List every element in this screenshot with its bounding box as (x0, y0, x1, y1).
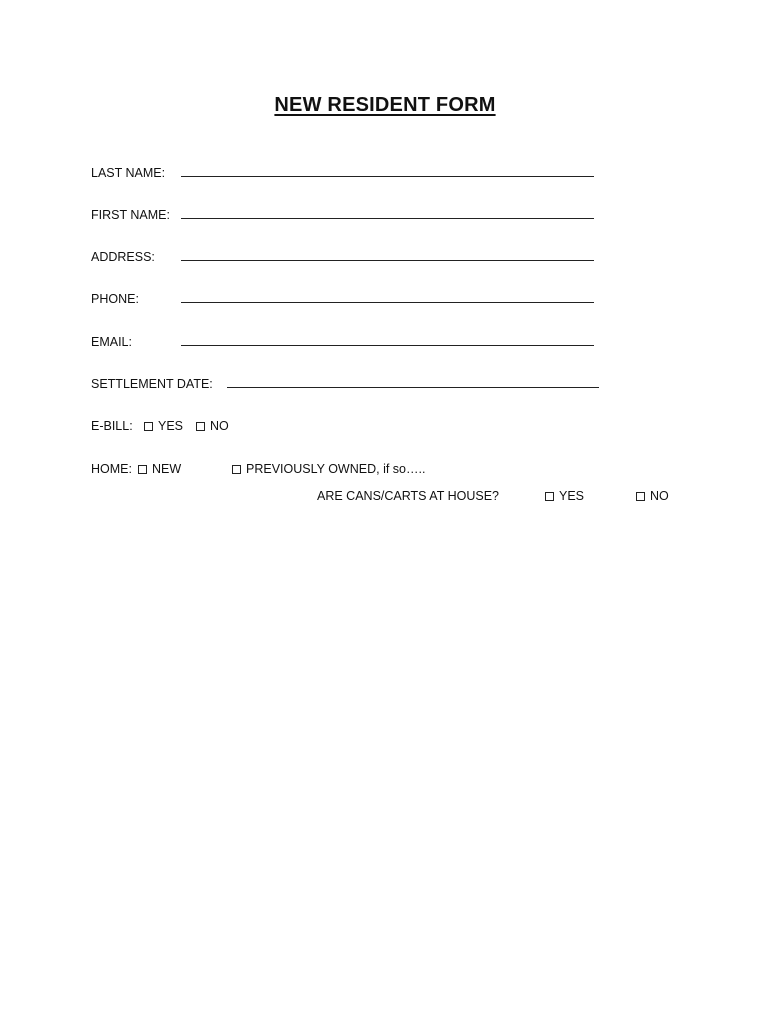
last-name-row (91, 164, 611, 182)
home-new-checkbox[interactable] (138, 460, 181, 478)
home-previously-owned-checkbox[interactable] (232, 460, 425, 478)
cans-no-label: NO (650, 489, 669, 503)
first-name-label: FIRST NAME: (91, 208, 170, 222)
ebill-label: E-BILL: (91, 419, 133, 433)
checkbox-icon (636, 492, 645, 501)
phone-input-line[interactable] (181, 302, 594, 303)
cans-row (0, 487, 770, 505)
checkbox-icon (196, 422, 205, 431)
ebill-no-checkbox[interactable] (196, 417, 229, 435)
phone-row (91, 290, 611, 308)
email-label: EMAIL: (91, 335, 132, 349)
settlement-date-label: SETTLEMENT DATE: (91, 377, 213, 391)
settlement-date-row (91, 375, 611, 393)
ebill-row (91, 417, 391, 435)
first-name-row (91, 206, 611, 224)
home-new-label: NEW (152, 462, 182, 476)
cans-yes-checkbox[interactable] (545, 487, 584, 505)
ebill-yes-checkbox[interactable] (144, 417, 183, 435)
checkbox-icon (232, 465, 241, 474)
cans-yes-label: YES (559, 489, 585, 503)
home-previously-owned-label: PREVIOUSLY OWNED, if so….. (246, 462, 426, 476)
phone-label: PHONE: (91, 292, 139, 306)
ebill-no-label: NO (210, 419, 229, 433)
address-label: ADDRESS: (91, 250, 155, 264)
cans-question: ARE CANS/CARTS AT HOUSE? (317, 489, 499, 503)
address-input-line[interactable] (181, 260, 594, 261)
form-title: NEW RESIDENT FORM (274, 94, 496, 116)
email-row (91, 333, 611, 351)
cans-no-checkbox[interactable] (636, 487, 669, 505)
address-row (91, 248, 611, 266)
checkbox-icon (138, 465, 147, 474)
home-row (91, 460, 491, 478)
last-name-input-line[interactable] (181, 176, 594, 177)
last-name-label: LAST NAME: (91, 166, 166, 180)
settlement-date-input-line[interactable] (227, 387, 599, 388)
first-name-input-line[interactable] (181, 218, 594, 219)
home-label: HOME: (91, 462, 132, 476)
ebill-yes-label: YES (158, 419, 184, 433)
checkbox-icon (545, 492, 554, 501)
email-input-line[interactable] (181, 345, 594, 346)
checkbox-icon (144, 422, 153, 431)
